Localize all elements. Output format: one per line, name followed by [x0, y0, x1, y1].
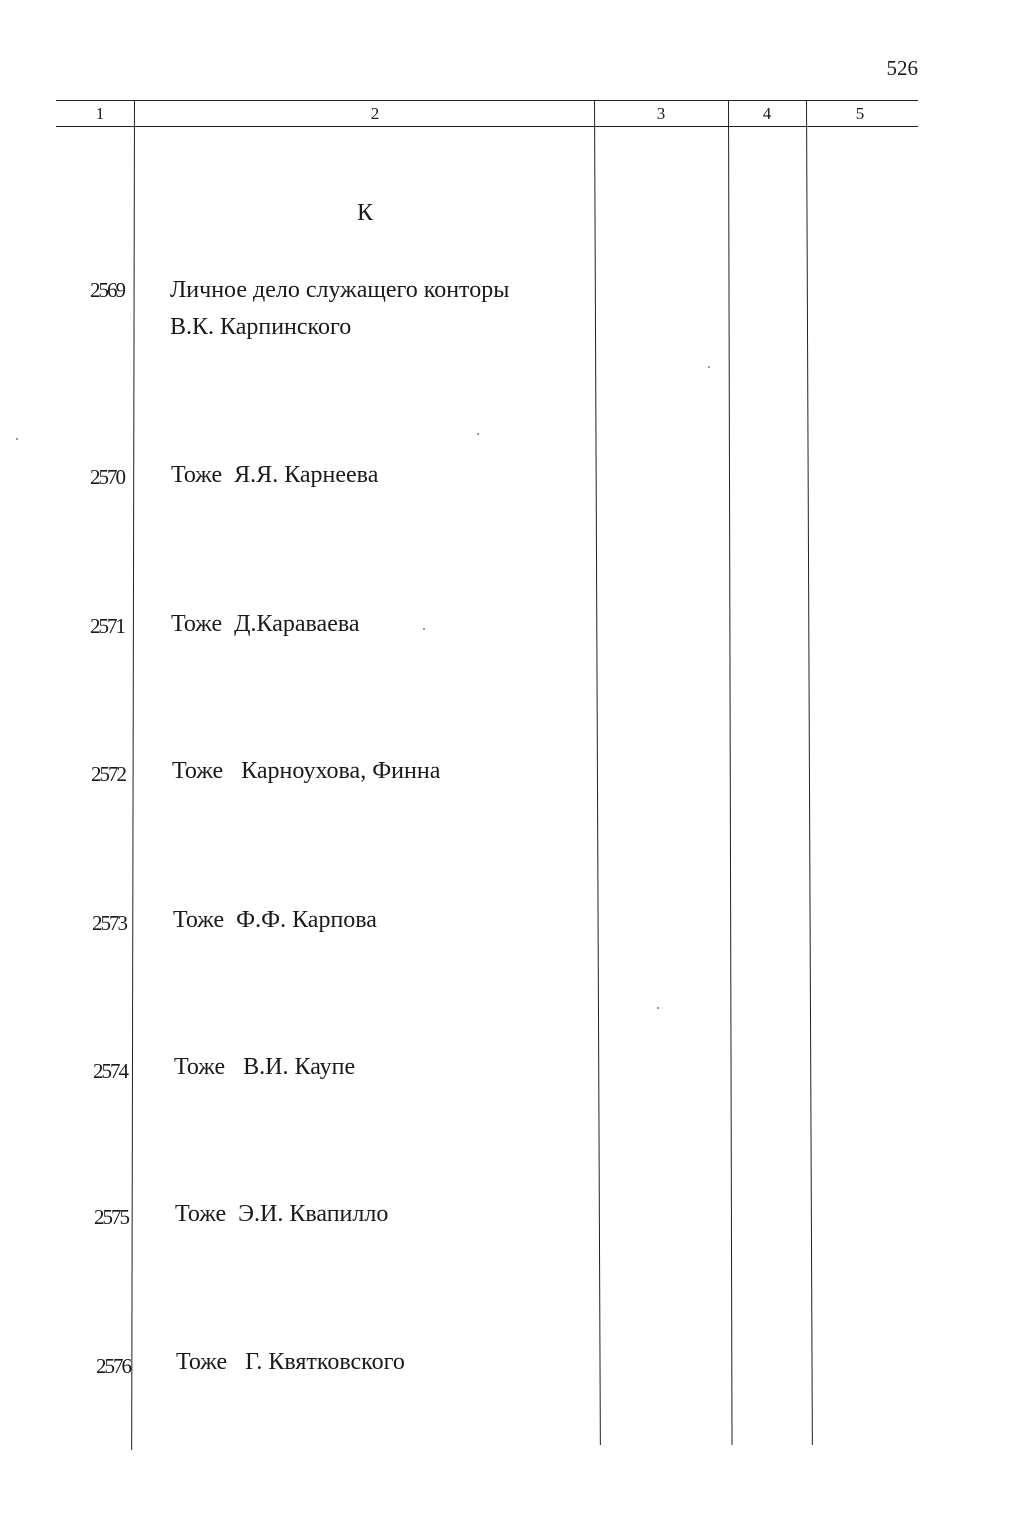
row-number: 2575 [94, 1205, 128, 1229]
row-number: 2574 [93, 1059, 127, 1083]
column-divider-1-2 [131, 100, 135, 1450]
row-number: 2576 [96, 1354, 130, 1378]
table-top-rule [56, 100, 918, 101]
row-number: 2570 [90, 465, 124, 489]
scan-speck [477, 433, 479, 435]
scan-speck [16, 438, 18, 440]
row-description: Тоже Д.Караваева [171, 611, 360, 637]
row-description: Тоже Э.И. Квапилло [175, 1201, 389, 1227]
column-header-5: 5 [855, 104, 865, 123]
section-letter: К [356, 200, 373, 226]
row-description: Личное дело служащего конторы [170, 277, 510, 303]
row-description: Тоже Г. Квятковского [176, 1349, 405, 1375]
scan-speck [423, 628, 425, 630]
column-divider-3-4 [728, 100, 733, 1445]
row-number: 2573 [92, 911, 126, 935]
scan-speck [708, 366, 710, 368]
table-header-rule [56, 126, 918, 127]
row-description: Тоже В.И. Каупе [174, 1054, 356, 1080]
row-description: Тоже Ф.Ф. Карпова [173, 907, 377, 933]
column-header-1: 1 [95, 104, 105, 123]
column-header-2: 2 [370, 104, 380, 123]
column-header-4: 4 [762, 104, 772, 123]
row-number: 2572 [91, 762, 125, 786]
column-divider-2-3 [594, 100, 601, 1445]
row-description-line2: В.К. Карпинского [170, 314, 352, 340]
scan-speck [657, 1007, 659, 1009]
row-number: 2571 [90, 614, 124, 638]
row-description: Тоже Я.Я. Карнеева [171, 462, 379, 488]
row-number: 2569 [90, 278, 124, 302]
column-header-3: 3 [656, 104, 666, 123]
column-divider-4-5 [806, 100, 813, 1445]
row-description: Тоже Карноухова, Финна [172, 758, 441, 784]
page-number: 526 [886, 56, 918, 80]
